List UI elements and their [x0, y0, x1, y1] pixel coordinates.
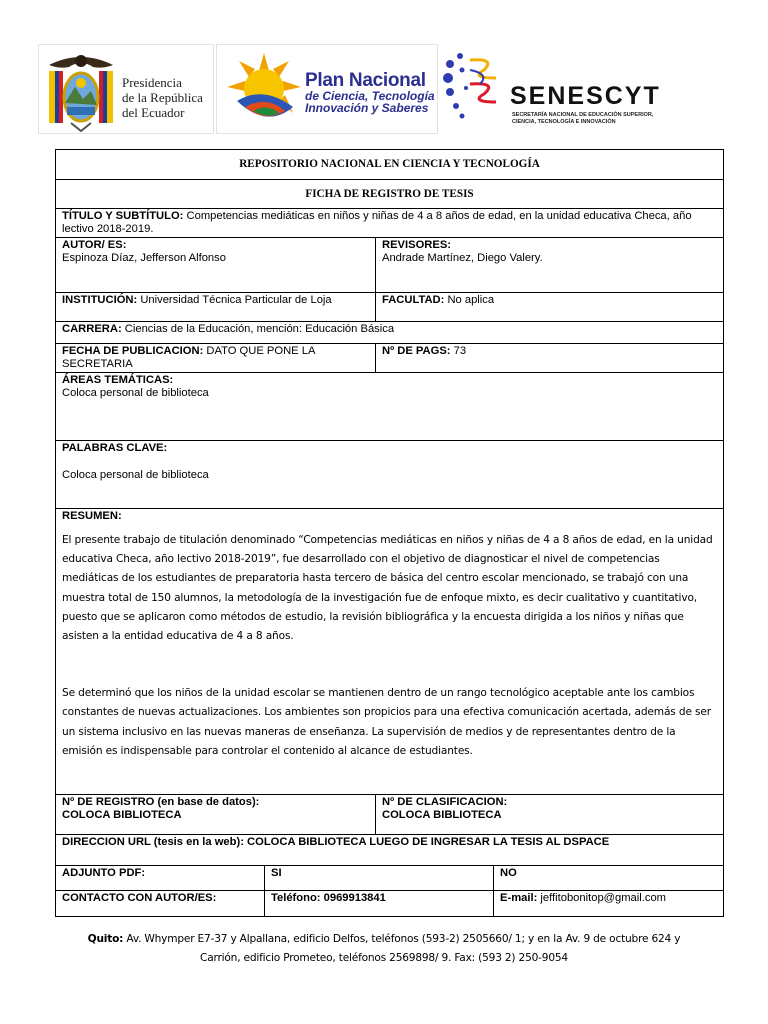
presidencia-line-2: de la República — [122, 90, 203, 105]
footer-line-2: Carrión, edificio Prometeo, teléfonos 2569898/ 9. Fax: (593 2) 250-9054 — [200, 952, 568, 964]
thesis-registration-form — [55, 149, 724, 917]
carrera-value: Ciencias de la Educación, mención: Educación Básica — [124, 323, 395, 335]
presidencia-text — [122, 75, 203, 120]
contacto-label: CONTACTO CON AUTOR/ES: — [56, 891, 265, 917]
carrera-cell — [56, 322, 724, 344]
resumen-row — [56, 509, 724, 795]
senescyt-sub-1: SECRETARÍA NACIONAL DE EDUCACIÓN SUPERIOR, — [512, 112, 654, 118]
areas-label: ÁREAS TEMÁTICAS: — [62, 374, 174, 386]
senescyt-sub-2: CIENCIA, TECNOLOGÍA E INNOVACIÓN — [512, 119, 616, 125]
clasificacion-cell — [376, 795, 724, 835]
facultad-label: FACULTAD: — [382, 294, 445, 306]
resumen-cell — [56, 509, 724, 795]
areas-row — [56, 373, 724, 441]
contacto-row — [56, 891, 724, 917]
telefono-cell — [265, 891, 494, 917]
revisores-label: REVISORES: — [382, 239, 452, 251]
plan-nacional-sub-1: de Ciencia, Tecnología — [305, 89, 435, 103]
footer-address-1: Av. Whymper E7-37 y Alpallana, edificio Delfos, teléfonos (593-2) 2505660/ 1; y en la Av. 9 de octubre 624 y — [126, 933, 681, 945]
fecha-value: DATO QUE PONE LA SECRETARIA — [62, 345, 315, 370]
areas-cell — [56, 373, 724, 441]
fecha-label: FECHA DE PUBLICACION: — [62, 345, 204, 357]
adjunto-si-option[interactable]: SI — [265, 866, 494, 891]
presidencia-line-1: Presidencia — [122, 75, 182, 90]
facultad-cell — [376, 293, 724, 322]
footer-quito-label: Quito: — [87, 933, 124, 945]
plan-nacional-logo — [216, 44, 438, 134]
resumen-paragraph-2: Se determinó que los niños de la unidad escolar se mantienen dentro de un rango tecnológico aceptable ante los cambios constantes de nuevas actualizaciones. Los ambientes son propicios para una efectiva comunicación acertada, además de ser un sistema inclusivo en las nuevas maneras de enseñanza. La supervisión de medios y de representantes dentro de la emisión es indispensable para controlar el contenido al alcance de estudiantes. — [62, 687, 711, 757]
sun-swirl-icon — [223, 49, 305, 131]
titulo-label: TÍTULO Y SUBTÍTULO: — [62, 210, 184, 222]
address-footer — [30, 930, 738, 968]
paginas-value: 73 — [453, 345, 467, 357]
registro-value: COLOCA BIBLIOTECA — [62, 809, 182, 821]
direccion-value: COLOCA BIBLIOTECA LUEGO DE INGRESAR LA TESIS AL DSPACE — [247, 836, 610, 848]
institucion-value: Universidad Técnica Particular de Loja — [140, 294, 332, 306]
titulo-value: Competencias mediáticas en niños y niñas de 4 a 8 años de edad, en la unidad educativa Checa, año lectivo 2018-2019. — [62, 210, 692, 235]
adjunto-row — [56, 866, 724, 891]
palabras-value: Coloca personal de biblioteca — [62, 469, 209, 481]
areas-value: Coloca personal de biblioteca — [62, 387, 209, 399]
palabras-label: PALABRAS CLAVE: — [62, 442, 168, 454]
fecha-cell — [56, 344, 376, 373]
autor-cell — [56, 238, 376, 293]
direccion-label: DIRECCION URL (tesis en la web): — [62, 836, 244, 848]
ecuador-coat-of-arms-icon — [43, 47, 119, 133]
carrera-label: CARRERA: — [62, 323, 122, 335]
palabras-row — [56, 441, 724, 509]
senescyt-logo — [440, 44, 692, 134]
resumen-label: RESUMEN: — [62, 510, 122, 522]
revisores-cell — [376, 238, 724, 293]
registro-row — [56, 795, 724, 835]
presidencia-logo — [38, 44, 214, 134]
facultad-value: No aplica — [447, 294, 495, 306]
telefono-label: Teléfono: — [271, 892, 321, 904]
header-row-ficha — [56, 180, 724, 209]
email-value[interactable]: jeffitobonitop@gmail.com — [540, 892, 666, 904]
presidencia-line-3: del Ecuador — [122, 105, 185, 120]
institucion-label: INSTITUCIÓN: — [62, 294, 138, 306]
autor-label: AUTOR/ ES: — [62, 239, 127, 251]
ficha-header: FICHA DE REGISTRO DE TESIS — [56, 180, 724, 209]
titulo-cell — [56, 209, 724, 238]
email-label: E-mail: — [500, 892, 538, 904]
adjunto-label: ADJUNTO PDF: — [56, 866, 265, 891]
paginas-cell — [376, 344, 724, 373]
institucion-cell — [56, 293, 376, 322]
senescyt-dots-icon — [440, 48, 510, 128]
footer-line-1 — [30, 930, 738, 949]
clasificacion-value: COLOCA BIBLIOTECA — [382, 809, 502, 821]
institucion-row — [56, 293, 724, 322]
fecha-row — [56, 344, 724, 373]
palabras-cell — [56, 441, 724, 509]
plan-nacional-title: Plan Nacional — [305, 70, 426, 91]
direccion-cell — [56, 835, 724, 866]
header-row-repository — [56, 150, 724, 180]
revisores-value: Andrade Martínez, Diego Valery. — [382, 252, 543, 264]
resumen-paragraph-1: El presente trabajo de titulación denominado “Competencias mediáticas en niños y niñas de 4 a 8 años de edad, en la unidad educativa Checa, año lectivo 2018-2019”, fue desarrollado con el objetivo de diagnosticar el nivel de competencias mediáticas de los estudiantes de preparatoria hasta tercero de básica del centro escolar mencionado, se trabajó con una muestra total de 150 alumnos, la metodología de la investigación fue de enfoque mixto, es decir cualitativo y cuantitativo, puesto que se aplicaron como métodos de estudio, la revisión bibliográfica y la encuesta dirigida a los niños y niñas que asisten a la entidad educativa de 4 a 8 años. — [62, 534, 713, 643]
adjunto-no-option[interactable]: NO — [494, 866, 724, 891]
paginas-label: Nº DE PAGS: — [382, 345, 451, 357]
senescyt-title: SENESCYT — [510, 82, 661, 110]
email-cell — [494, 891, 724, 917]
plan-nacional-text — [305, 71, 435, 114]
clasificacion-label: Nº DE CLASIFICACION: — [382, 796, 508, 808]
autor-value: Espinoza Díaz, Jefferson Alfonso — [62, 252, 226, 264]
senescyt-subtitle — [512, 112, 653, 126]
repository-header: REPOSITORIO NACIONAL EN CIENCIA Y TECNOLOGÍA — [56, 150, 724, 180]
registro-cell — [56, 795, 376, 835]
telefono-value: 0969913841 — [323, 892, 386, 904]
carrera-row — [56, 322, 724, 344]
registro-label: Nº DE REGISTRO (en base de datos): — [62, 796, 260, 808]
autor-row — [56, 238, 724, 293]
plan-nacional-sub-2: Innovación y Saberes — [305, 101, 429, 115]
direccion-row — [56, 835, 724, 866]
titulo-row — [56, 209, 724, 238]
